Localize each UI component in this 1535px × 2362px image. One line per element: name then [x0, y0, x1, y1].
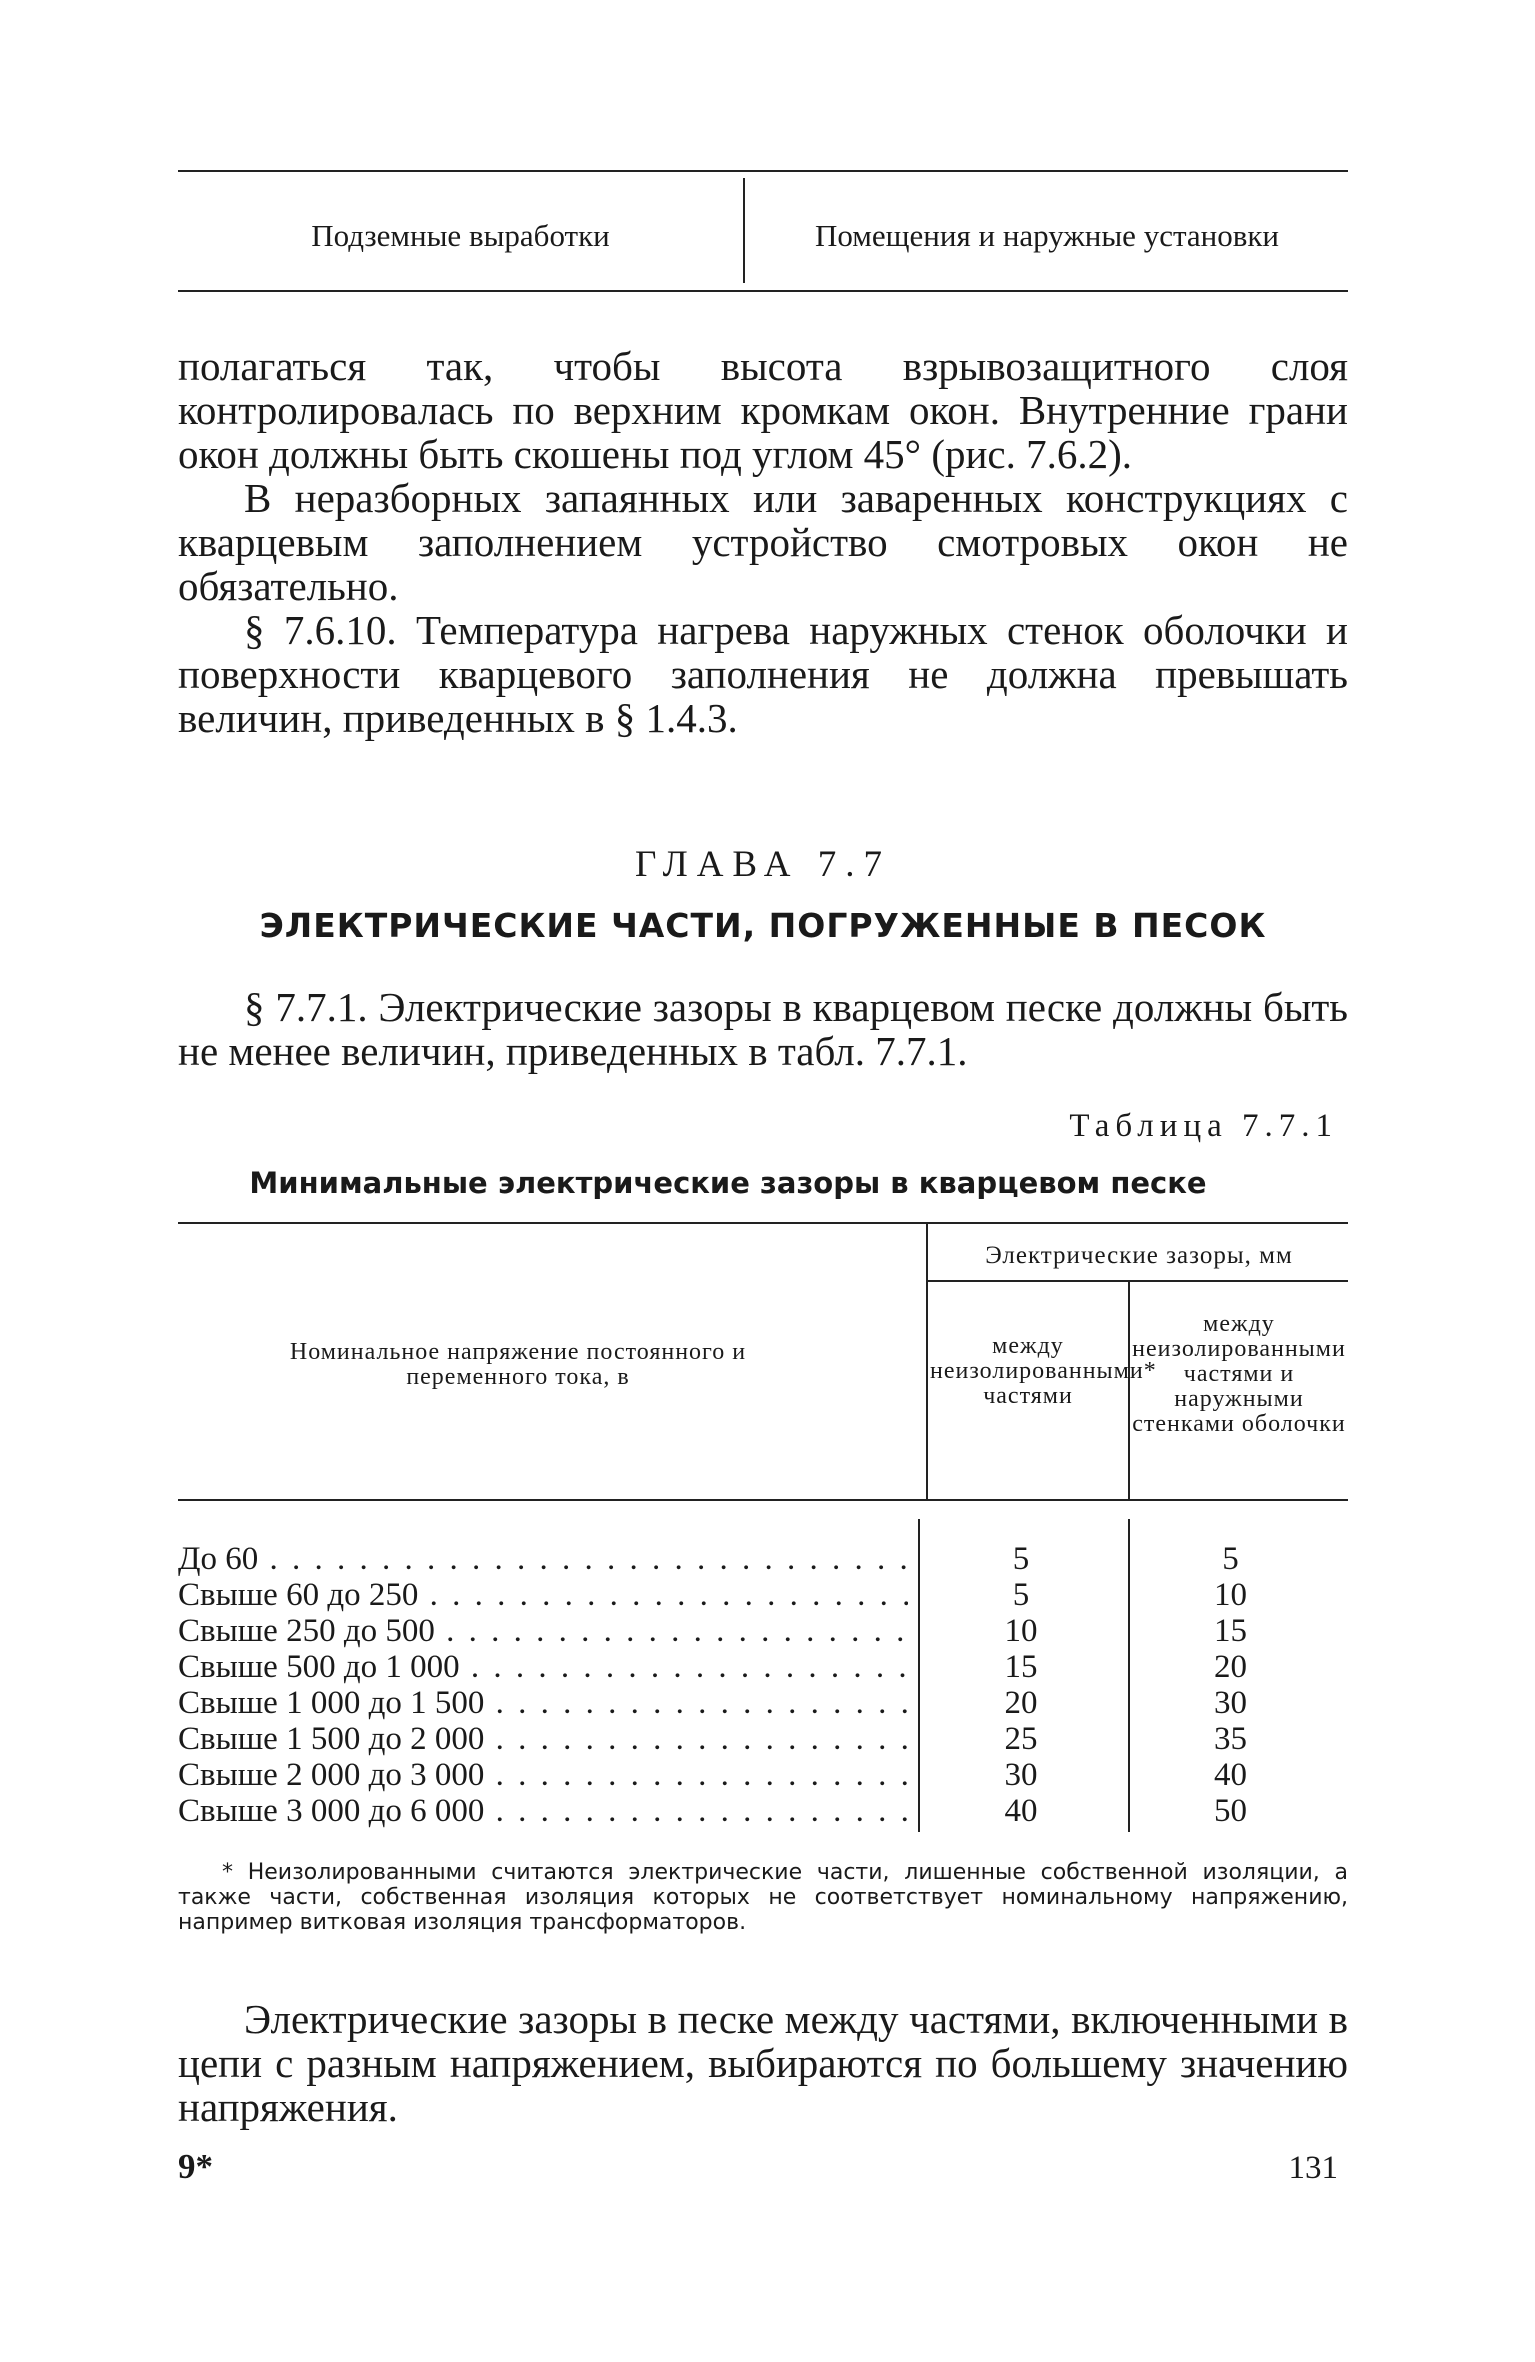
row-gap-uninsulated: 20 [1004, 1685, 1038, 1721]
header-between-uninsulated: между неизолированными* частями [930, 1333, 1157, 1409]
row-voltage: Свыше 1 500 до 2 000 . . . [178, 1721, 908, 1757]
table-header-divider-1 [926, 1222, 928, 1499]
header-to-enclosure: между неизолированными частями и наружными стенками оболочки [1132, 1311, 1346, 1437]
row-voltage: Свыше 250 до 500 . . . [178, 1613, 908, 1649]
header-top-rule [178, 170, 1348, 172]
row-gap-enclosure: 40 [1214, 1757, 1247, 1793]
row-gap-uninsulated: 30 [1004, 1757, 1038, 1793]
table-footnote: * Неизолированными считаются электрические части, лишенные собственной изоляции, а также части, собственная изоляция которых не соответствует номинальному напряжению, например витковая изоляция трансформаторов. [178, 1860, 1348, 1935]
table-row [178, 1541, 1348, 1577]
header-electrical-gaps: Электрические зазоры, мм [985, 1242, 1293, 1269]
running-header-right: Помещения и наружные установки [814, 218, 1280, 253]
row-voltage: Свыше 60 до 250 . . . [178, 1577, 908, 1613]
page [178, 0, 1348, 2362]
row-voltage: Свыше 1 000 до 1 500 . . . [178, 1685, 908, 1721]
row-gap-uninsulated: 5 [1012, 1577, 1030, 1613]
paragraph-7-7-1: § 7.7.1. Электрические зазоры в кварцевом песке должны быть не менее величин, приведенных в табл. 7.7.1. [178, 984, 1348, 1074]
table-row [178, 1721, 1348, 1757]
row-voltage: Свыше 3 000 до 6 000 . . . [178, 1793, 908, 1829]
table-number: Таблица 7.7.1 [1069, 1108, 1338, 1144]
table-group-rule [928, 1280, 1348, 1282]
table-top-rule [178, 1222, 1348, 1224]
row-voltage: Свыше 2 000 до 3 000 . . . [178, 1757, 908, 1793]
text-block-top [178, 344, 1348, 740]
running-header [178, 170, 1348, 292]
header-voltage: Номинальное напряжение постоянного и переменного тока, в [289, 1339, 747, 1390]
row-voltage: До 60 . . . [178, 1541, 908, 1577]
header-column-divider [743, 178, 745, 283]
table-row [178, 1613, 1348, 1649]
row-voltage: Свыше 500 до 1 000 . . . [178, 1649, 908, 1685]
running-header-left: Подземные выработки [311, 218, 610, 253]
clearance-table [178, 1222, 1348, 1832]
table-row [178, 1649, 1348, 1685]
table-row [178, 1577, 1348, 1613]
signature-mark: 9* [178, 2147, 213, 2186]
row-gap-uninsulated: 10 [1004, 1613, 1038, 1649]
row-gap-uninsulated: 5 [1012, 1541, 1030, 1577]
table-row [178, 1793, 1348, 1829]
row-gap-enclosure: 10 [1214, 1577, 1247, 1613]
row-gap-uninsulated: 40 [1004, 1793, 1038, 1829]
table-title: Минимальные электрические зазоры в кварцевом песке [249, 1166, 1207, 1200]
header-bottom-rule [178, 290, 1348, 292]
chapter-title: ЭЛЕКТРИЧЕСКИЕ ЧАСТИ, ПОГРУЖЕННЫЕ В ПЕСОК [259, 906, 1267, 945]
table-row [178, 1685, 1348, 1721]
row-gap-enclosure: 50 [1214, 1793, 1247, 1829]
paragraph-sealed-constructions: В неразборных запаянных или заваренных конструкциях с кварцевым заполнением устройство смотровых окон не обязательно. [178, 475, 1348, 609]
paragraph-final: Электрические зазоры в песке между частями, включенными в цепи с разным напряжением, выбираются по большему значению напряжения. [178, 1996, 1348, 2130]
row-gap-enclosure: 5 [1222, 1541, 1239, 1577]
row-gap-enclosure: 35 [1214, 1721, 1247, 1757]
table-header-divider-2 [1128, 1280, 1130, 1499]
row-gap-uninsulated: 15 [1004, 1649, 1038, 1685]
table-row [178, 1757, 1348, 1793]
page-number: 131 [1288, 2150, 1338, 2186]
row-gap-uninsulated: 25 [1004, 1721, 1038, 1757]
row-gap-enclosure: 15 [1214, 1613, 1247, 1649]
paragraph-continuation: полагаться так, чтобы высота взрывозащитного слоя контролировалась по верхним кромкам окон. Внутренние грани окон должны быть скошены под углом 45° (рис. 7.6.2). [178, 343, 1348, 477]
row-gap-enclosure: 20 [1214, 1649, 1247, 1685]
table-header-bottom-rule [178, 1499, 1348, 1501]
row-gap-enclosure: 30 [1214, 1685, 1247, 1721]
paragraph-7-6-10: § 7.6.10. Температура нагрева наружных стенок оболочки и поверхности кварцевого заполнения не должна превышать величин, приведенных в § 1.4.3. [178, 607, 1348, 741]
table-body [178, 1541, 1348, 1829]
chapter-label: ГЛАВА 7.7 [635, 844, 891, 885]
